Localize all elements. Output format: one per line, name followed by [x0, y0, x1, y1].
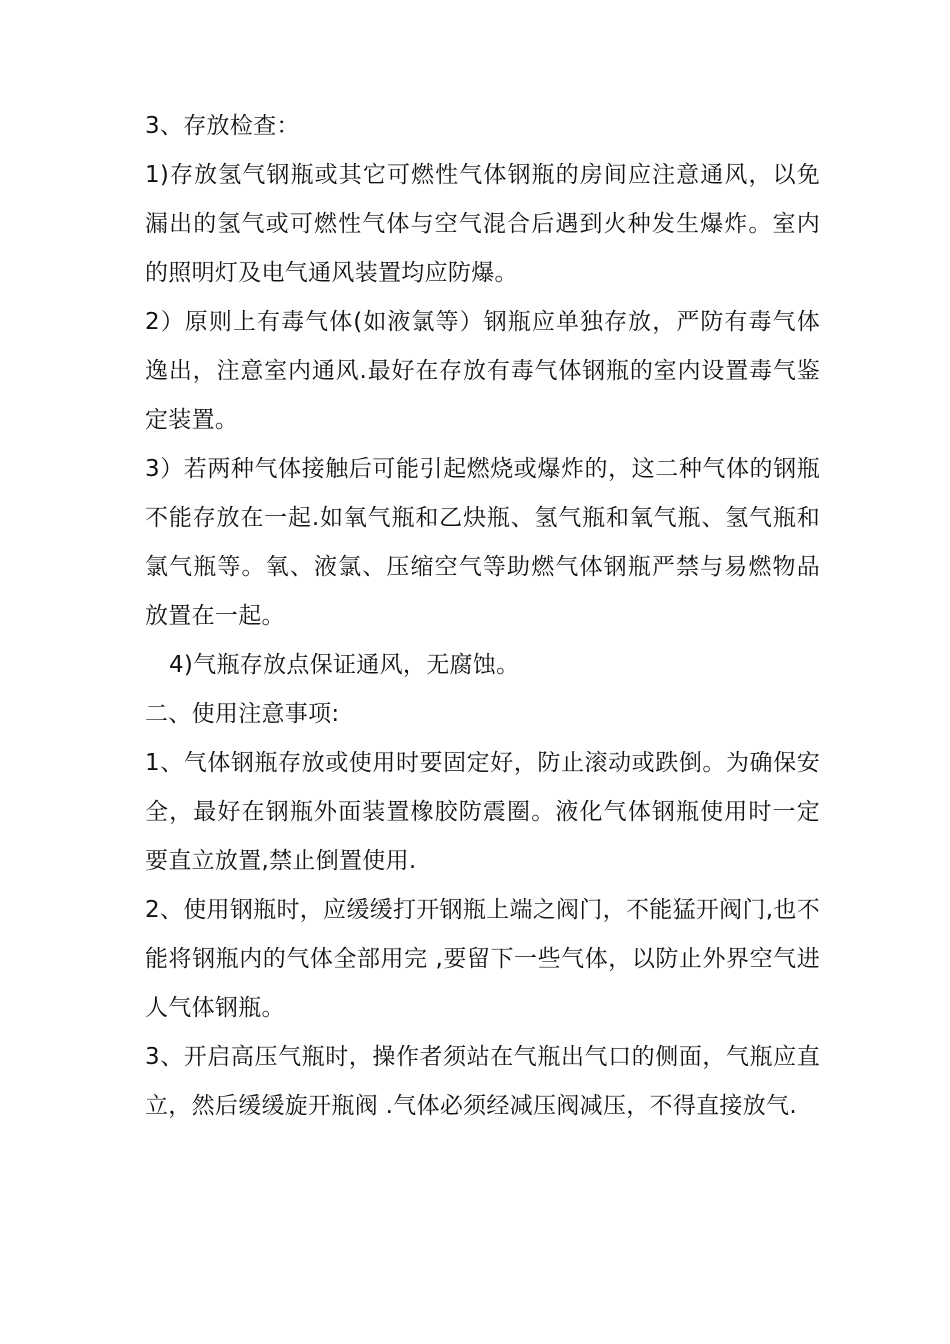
paragraph-open-valve-slowly: 2、使用钢瓶时，应缓缓打开钢瓶上端之阀门，不能猛开阀门,也不能将钢瓶内的气体全部用完 ,要留下一些气体，以防止外界空气进人气体钢瓶。 [145, 897, 820, 1021]
paragraph-secure-cylinders: 1、气体钢瓶存放或使用时要固定好，防止滚动或跌倒。为确保安全，最好在钢瓶外面装置橡胶防震圈。液化气体钢瓶使用时一定要直立放置,禁止倒置使用. [145, 750, 820, 874]
paragraph-ventilation: 4)气瓶存放点保证通风，无腐蚀。 [169, 652, 520, 678]
document-body [145, 102, 820, 1131]
paragraph-incompatible-gas-storage: 3）若两种气体接触后可能引起燃烧或爆炸的，这二种气体的钢瓶不能存放在一起.如氧气瓶和乙炔瓶、氢气瓶和氧气瓶、氢气瓶和氯气瓶等。氧、液氯、压缩空气等助燃气体钢瓶严禁与易燃物品放置在一起。 [145, 456, 820, 629]
section-heading-usage-notes: 二、使用注意事项: [145, 701, 340, 727]
paragraph-toxic-gas-storage: 2）原则上有毒气体(如液氯等）钢瓶应单独存放，严防有毒气体逸出，注意室内通风.最好在存放有毒气体钢瓶的室内设置毒气鉴定装置。 [145, 309, 820, 433]
paragraph-high-pressure-opening: 3、开启高压气瓶时，操作者须站在气瓶出气口的侧面，气瓶应直立，然后缓缓旋开瓶阀 .气体必须经减压阀减压，不得直接放气. [145, 1044, 820, 1119]
section-heading-storage-check: 3、存放检查： [145, 113, 300, 139]
paragraph-flammable-gas-storage: 1)存放氢气钢瓶或其它可燃性气体钢瓶的房间应注意通风，以免漏出的氢气或可燃性气体与空气混合后遇到火种发生爆炸。室内的照明灯及电气通风装置均应防爆。 [145, 162, 820, 286]
